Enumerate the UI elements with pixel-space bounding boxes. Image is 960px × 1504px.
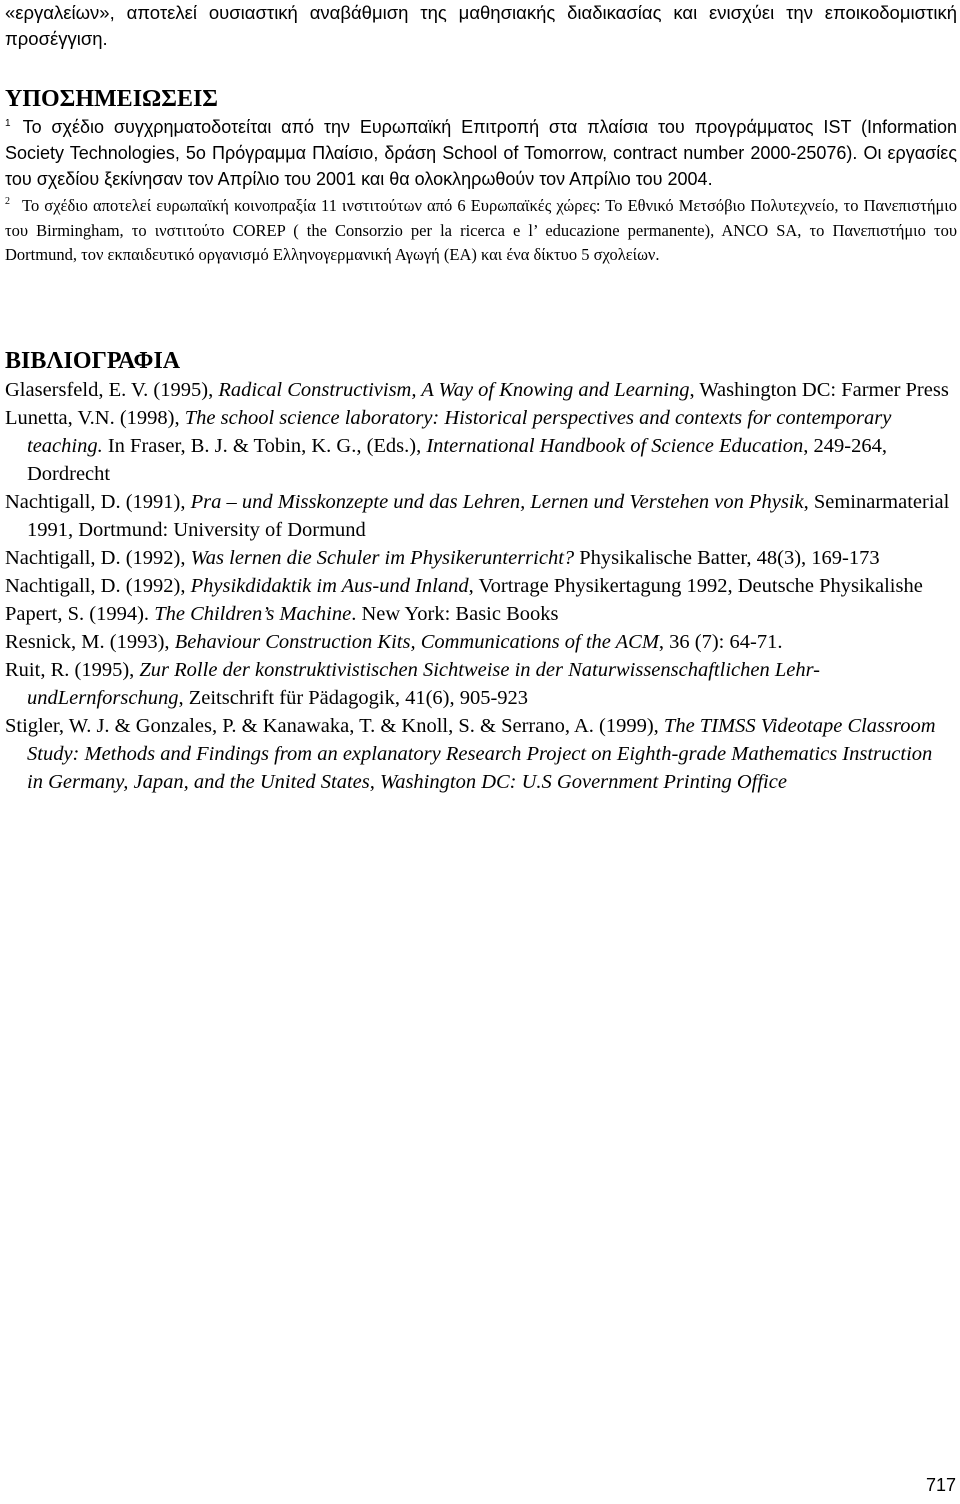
entry-publication: , 36 (7): 64-71. [658,631,783,653]
bibliography-entry [5,712,950,796]
bibliography-list [5,376,950,796]
footnote-1 [5,114,957,192]
footnote-2 [5,194,957,268]
entry-title: The school science laboratory: Historical perspectives and contexts for contemporary teaching. [27,407,892,457]
entry-author: Nachtigall, D. (1992), [5,575,191,597]
intro-paragraph: «εργαλείων», αποτελεί ουσιαστική αναβάθμιση της μαθησιακής διαδικασίας και ενισχύει την εποικοδομιστική προσέγγιση. [5,2,957,49]
entry-author: Resnick, M. (1993), [5,631,175,653]
entry-title: The Children’s Machine [154,603,352,625]
entry-title: Zur Rolle der konstruktivistischen Sichtweise in der Naturwissenschaftlichen Lehr- undLernforschung [27,659,820,709]
bibliography-entry [5,488,950,544]
entry-publication: Physikalische Batter, 48(3), 169-173 [574,547,880,569]
entry-title: The TIMSS Videotape Classroom Study: Methods and Findings from an explanatory Research Project on Eighth-grade Mathematics Instruction in Germany, Japan, and the United States, Washington DC: U.S Government Printing Office [27,715,936,793]
page-number: 717 [925,1475,956,1495]
footnote-text: Το σχέδιο αποτελεί ευρωπαϊκή κοινοπραξία 11 ινστιτούτων από 6 Ευρωπαϊκές χώρες: Το Εθνικό Μετσόβιο Πολυτεχνείο, το Πανεπιστήμιο του Birmingham, το ινστιτούτο COREP ( the Consorzio per la ricerca e l’ educazione permanente), ANCO SA, το Πανεπιστήμιο του Dortmund, τον εκπαιδευτικό οργανισμό Ελληνογερμανική Αγωγή (ΕΑ) και ένα δίκτυο 5 σχολείων. [5,196,957,264]
bibliography-entry [5,404,950,488]
entry-author: Nachtigall, D. (1992), [5,547,191,569]
entry-author: Stigler, W. J. & Gonzales, P. & Kanawaka, T. & Knoll, S. & Serrano, A. (1999), [5,715,664,737]
entry-author: Ruit, R. (1995), [5,659,140,681]
entry-publication: , Washington DC: Farmer Press [689,379,949,401]
entry-publication: , Seminarmaterial 1991, Dortmund: University of Dormund [27,491,950,541]
bibliography-heading: ΒΙΒΛΙΟΓΡΑΦΙΑ [5,348,181,374]
entry-pages: , 249-264, Dordrecht [27,435,887,485]
entry-publication: , Zeitschrift für Pädagogik, 41(6), 905-923 [178,687,529,709]
bibliography-entry [5,628,950,656]
footnote-marker: 1 [5,118,11,129]
entry-publication: In Fraser, B. J. & Tobin, K. G., (Eds.), [102,435,427,457]
entry-title: Physikdidaktik im Aus-und Inland [190,575,469,597]
footnote-text: Το σχέδιο συγχρηματοδοτείται από την Ευρωπαϊκή Επιτροπή στα πλαίσια του προγράμματος IST (Information Society Technologies, 5o Πρόγραμμα Πλαίσιο, δράση School of Tomorrow, contract number 2000-25076). Οι εργασίες του σχεδίου ξεκίνησαν τον Απρίλιο του 2001 και θα ολοκληρωθούν τον Απρίλιο του 2004. [5,117,957,189]
entry-author: Papert, S. (1994). [5,603,155,625]
bibliography-entry [5,376,950,404]
entry-title: Behaviour Construction Kits, Communications of the ACM [174,631,659,653]
footnotes-heading: ΥΠΟΣΗΜΕΙΩΣΕΙΣ [5,86,218,112]
entry-book-title: International Handbook of Science Education [426,435,804,457]
entry-publication: . New York: Basic Books [351,603,559,625]
footnotes-list [5,114,957,268]
entry-author: Glasersfeld, E. V. (1995), [5,379,219,401]
entry-title: Pra – und Misskonzepte und das Lehren, Lernen und Verstehen von Physik [190,491,804,513]
entry-publication: , Vortrage Physikertagung 1992, Deutsche Physikalishe [468,575,923,597]
entry-author: Lunetta, V.N. (1998), [5,407,185,429]
bibliography-entry [5,544,950,572]
entry-title: Radical Constructivism, A Way of Knowing and Learning [218,379,690,401]
entry-title: Was lernen die Schuler im Physikerunterricht? [190,547,575,569]
footnote-marker: 2 [5,196,10,207]
bibliography-entry [5,572,950,600]
bibliography-entry [5,656,950,712]
entry-author: Nachtigall, D. (1991), [5,491,191,513]
bibliography-entry [5,600,950,628]
